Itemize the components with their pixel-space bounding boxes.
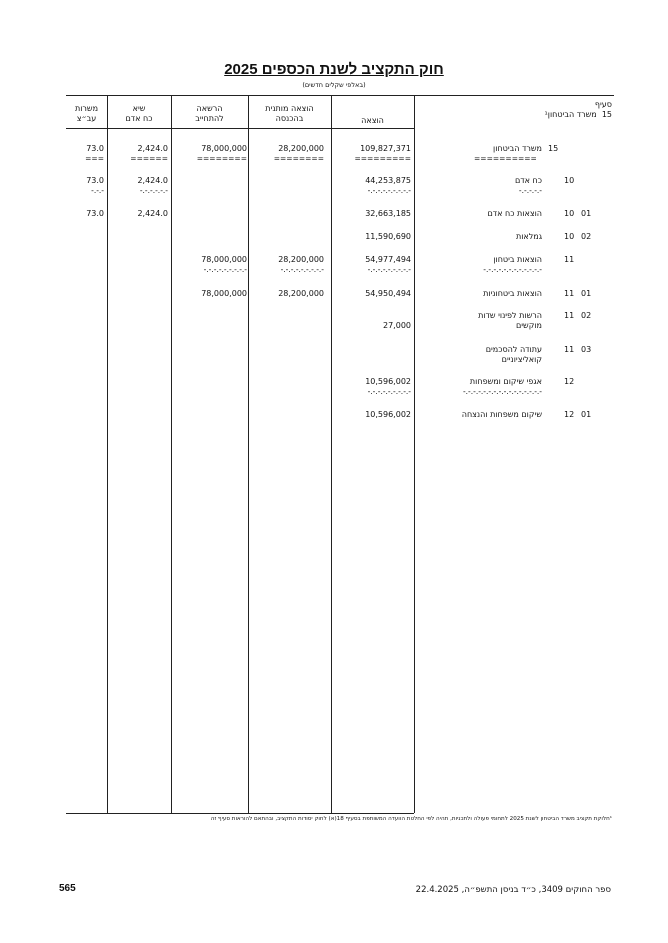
row-expense-underline: -.-.-.-.-.-.-.-.-: [367, 186, 411, 195]
header-conditional-expense: [248, 104, 331, 124]
row-jobs-underline: ===: [85, 154, 104, 163]
row-expense: 54,950,494: [365, 289, 411, 298]
column-divider: [331, 95, 332, 813]
row-expense: 44,253,875: [365, 176, 411, 185]
row-name-line1: הרשות לפינוי שדות: [478, 311, 542, 320]
row-name: הוצאות ביטחוניות: [483, 289, 542, 298]
row-code-a: 11: [564, 255, 575, 264]
header-conditional-line2: בהכנסה: [275, 114, 304, 123]
page-number: 565: [59, 883, 76, 894]
row-peak-underline: -.-.-.-.-.-: [139, 186, 168, 195]
row-commitment-underline: -.-.-.-.-.-.-.-.-: [203, 265, 247, 274]
row-name: הוצאות ביטחון: [493, 255, 542, 264]
row-expense: 109,827,371: [360, 144, 411, 153]
column-divider: [248, 95, 249, 813]
header-conditional-line1: הוצאה מותנית: [265, 104, 314, 113]
row-name-underline: ==========: [474, 154, 537, 163]
row-name-line2: קואליציוניים: [501, 355, 542, 364]
row-code-b: 02: [581, 232, 592, 241]
footer-publication: ספר החוקים 3409, כ״ד בניסן התשפ״ה, 22.4.2025: [415, 885, 611, 895]
header-section: [540, 100, 612, 120]
table-bottom-border: [66, 813, 414, 814]
row-expense: 32,663,185: [365, 209, 411, 218]
row-code-b: 01: [581, 410, 592, 419]
row-jobs-underline: -.-.-: [91, 186, 104, 195]
row-jobs: 73.0: [86, 144, 104, 153]
row-name-underline: -.-.-.-.-: [518, 186, 542, 195]
header-commitment: [171, 104, 248, 124]
table-top-border: [66, 95, 614, 96]
header-section-label: סעיף: [594, 100, 612, 109]
header-section-name-row: [540, 110, 612, 120]
column-divider: [171, 95, 172, 813]
row-conditional-underline: ========: [273, 154, 324, 163]
row-peak: 2,424.0: [137, 144, 168, 153]
row-jobs: 73.0: [86, 176, 104, 185]
row-commitment: 78,000,000: [201, 144, 247, 153]
row-name: כח אדם: [514, 176, 542, 185]
row-expense: 54,977,494: [365, 255, 411, 264]
row-name-underline: -.-.-.-.-.-.-.-.-.-.-.-: [483, 265, 542, 274]
row-code-a: 11: [564, 345, 575, 354]
row-expense-underline: =========: [354, 154, 411, 163]
row-peak: 2,424.0: [137, 209, 168, 218]
document-subtitle: (באלפי שקלים חדשים): [302, 81, 366, 89]
row-conditional: 28,200,000: [278, 144, 324, 153]
row-expense: 10,596,002: [365, 377, 411, 386]
row-code-a: 15: [548, 144, 559, 153]
row-conditional: 28,200,000: [278, 255, 324, 264]
header-jobs-line2: עב״צ: [76, 114, 97, 123]
row-code-b: 03: [581, 345, 592, 354]
row-expense: 27,000: [383, 321, 411, 330]
row-name: אגפי שיקום ומשפחות: [469, 377, 542, 386]
row-expense-underline: -.-.-.-.-.-.-.-.-: [367, 387, 411, 396]
header-commitment-line2: להתחייב: [195, 114, 224, 123]
row-conditional: 28,200,000: [278, 289, 324, 298]
header-jobs: [66, 104, 107, 124]
row-name-line1: עתודה להסכמים: [485, 345, 542, 354]
row-jobs: 73.0: [86, 209, 104, 218]
row-commitment: 78,000,000: [201, 255, 247, 264]
row-expense: 10,596,002: [365, 410, 411, 419]
row-peak-underline: ======: [130, 154, 168, 163]
header-peak-line1: שיא: [132, 104, 146, 113]
row-code-a: 10: [564, 209, 575, 218]
header-jobs-line1: משרות: [74, 104, 99, 113]
row-code-a: 12: [564, 410, 575, 419]
header-expense: הוצאה: [361, 116, 384, 125]
row-code-b: 01: [581, 209, 592, 218]
row-commitment-underline: ========: [196, 154, 247, 163]
row-peak: 2,424.0: [137, 176, 168, 185]
document-title: חוק התקציב לשנת הכספים 2025: [224, 61, 444, 78]
row-name: גמלאות: [515, 232, 542, 241]
row-name: משרד הביטחון: [493, 144, 542, 153]
header-peak-line2: כח אדם: [125, 114, 153, 123]
row-code-a: 11: [564, 289, 575, 298]
column-divider: [107, 95, 108, 813]
row-name: הוצאות כח אדם: [487, 209, 542, 218]
row-expense: 11,590,690: [365, 232, 411, 241]
header-peak-manpower: [107, 104, 171, 124]
row-code-a: 12: [564, 377, 575, 386]
row-name: שיקום משפחות והנצחה: [461, 410, 542, 419]
header-bottom-border: [66, 128, 414, 129]
row-code-a: 10: [564, 176, 575, 185]
row-code-b: 01: [581, 289, 592, 298]
row-code-a: 10: [564, 232, 575, 241]
row-expense-underline: -.-.-.-.-.-.-.-.-: [367, 265, 411, 274]
row-code-a: 11: [564, 311, 575, 320]
row-name-line2: מוקשים: [515, 321, 542, 330]
header-section-number: 15: [601, 110, 612, 119]
header-section-name: משרד הביטחון¹: [544, 110, 597, 119]
row-name-underline: -.-.-.-.-.-.-.-.-.-.-.-.-.-.-.-: [462, 387, 542, 396]
row-commitment: 78,000,000: [201, 289, 247, 298]
column-divider: [414, 95, 415, 813]
header-commitment-line1: הרשאה: [196, 104, 223, 113]
row-conditional-underline: -.-.-.-.-.-.-.-.-: [280, 265, 324, 274]
footnote: ¹חלוקת תקציב משרד הביטחון לשנת 2025 לתחומי פעולה ולתכניות, תהיה לפי החלטת הוועדה המשותפת בסעיף 18(א) לחוק יסודות התקציב, ובהתאם להוראות סעיף זה: [210, 816, 612, 822]
row-code-b: 02: [581, 311, 592, 320]
